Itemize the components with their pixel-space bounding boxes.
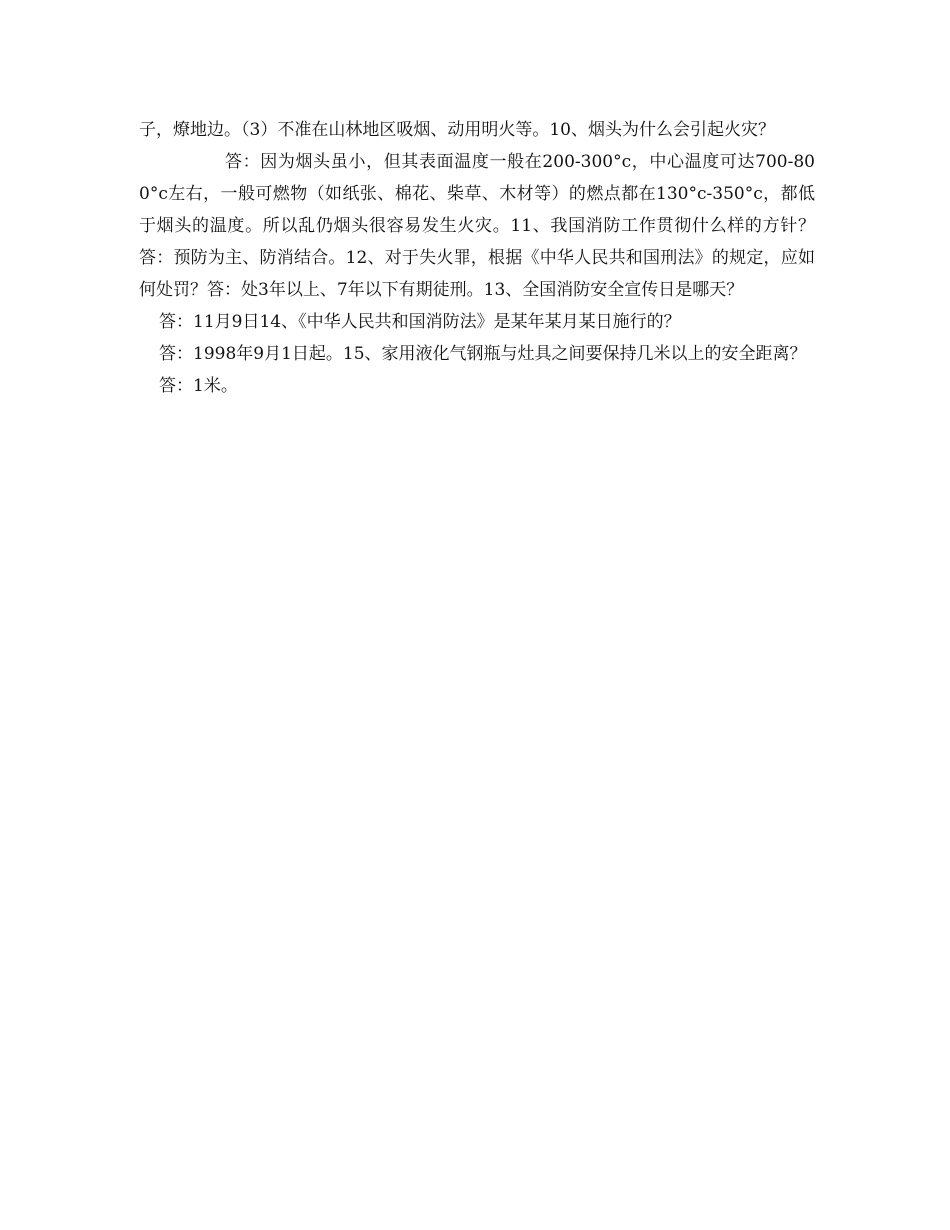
paragraph-4: 答：1998年9月1日起。15、家用液化气钢瓶与灶具之间要保持几米以上的安全距离？: [159, 344, 807, 364]
paragraph-2: 答：因为烟头虽小，但其表面温度一般在200-300°c，中心温度可达700-800°c左右，一般可燃物（如纸张、棉花、柴草、木材等）的燃点都在130°c-350°c，都低于烟头的温度。所以乱仍烟头很容易发生火灾。11、我国消防工作贯彻什么样的方针？答：预防为主、防消结合。12、对于失火罪，根据《中华人民共和国刑法》的规定，应如何处罚？答：处3年以上、7年以下有期徒刑。13、全国消防安全宣传日是哪天？: [139, 152, 815, 300]
paragraph-5: 答：1米。: [159, 376, 238, 396]
paragraph-1: 子，燎地边。（3）不准在山林地区吸烟、动用明火等。10、烟头为什么会引起火灾？: [139, 120, 775, 140]
paragraph-3: 答：11月9日14、《中华人民共和国消防法》是某年某月某日施行的？: [159, 312, 681, 332]
document-body: [139, 114, 815, 402]
